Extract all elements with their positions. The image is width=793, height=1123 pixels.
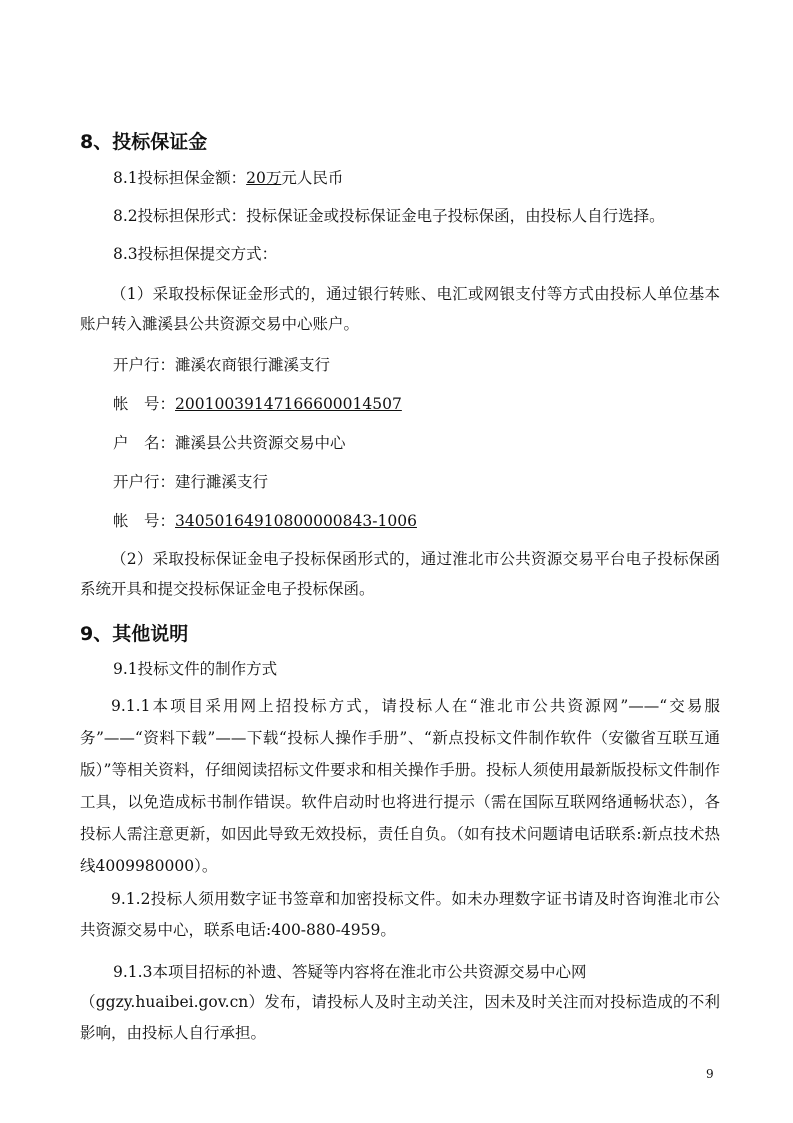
method-1-paragraph: （1）采取投标保证金形式的，通过银行转账、电汇或网银支付等方式由投标人单位基本账户转入濉溪县公共资源交易中心账户。	[80, 285, 720, 333]
account-1-number: 20010039147166600014507	[175, 395, 402, 413]
guarantee-form: 8.2投标担保形式：投标保证金或投标保证金电子投标保函，由投标人自行选择。	[113, 207, 665, 225]
amount-value: 20万	[246, 169, 282, 187]
page-number: 9	[706, 1067, 714, 1081]
bank-1: 开户行：濉溪农商银行濉溪支行	[113, 356, 331, 374]
method-2-paragraph: （2）采取投标保证金电子投标保函形式的，通过淮北市公共资源交易平台电子投标保函系统开具和提交投标保证金电子投标保函。	[80, 550, 720, 598]
paragraph-9-1-1: 9.1.1本项目采用网上招投标方式，请投标人在“淮北市公共资源网”——“交易服务”——“资料下载”——下载“投标人操作手册”、“新点投标文件制作软件（安徽省互联互通版）”等相关资料，仔细阅读招标文件要求和相关操作手册。投标人须使用最新版投标文件制作工具，以免造成标书制作错误。软件启动时也将进行提示（需在国际互联网络通畅状态），各投标人需注意更新，如因此导致无效投标，责任自负。（如有技术问题请电话联系:新点技术热线4009980000）。	[80, 697, 720, 875]
paragraph-9-1-3-rest: （ggzy.huaibei.gov.cn）发布，请投标人及时主动关注，因未及时关注而对投标造成的不利影响，由投标人自行承担。	[80, 993, 720, 1042]
account-name: 户 名：濉溪县公共资源交易中心	[113, 434, 346, 452]
account-1: 帐 号：20010039147166600014507	[113, 395, 402, 413]
section-8-heading: 8、投标保证金	[80, 131, 208, 153]
bank-2: 开户行：建行濉溪支行	[113, 473, 269, 491]
account-2: 帐 号：34050164910800000843-1006	[113, 512, 417, 530]
paragraph-9-1-3-first-line: 9.1.3本项目招标的补遗、答疑等内容将在淮北市公共资源交易中心网	[113, 963, 587, 981]
section-9-heading: 9、其他说明	[80, 623, 189, 645]
account-2-number: 34050164910800000843-1006	[175, 512, 417, 530]
paragraph-9-1-2: 9.1.2投标人须用数字证书签章和加密投标文件。如未办理数字证书请及时咨询淮北市公共资源交易中心，联系电话:400-880-4959。	[80, 890, 720, 939]
section-9-1-title: 9.1投标文件的制作方式	[113, 660, 278, 678]
guarantee-submit: 8.3投标担保提交方式：	[113, 245, 278, 263]
guarantee-amount: 8.1投标担保金额：20万元人民币	[113, 169, 344, 187]
